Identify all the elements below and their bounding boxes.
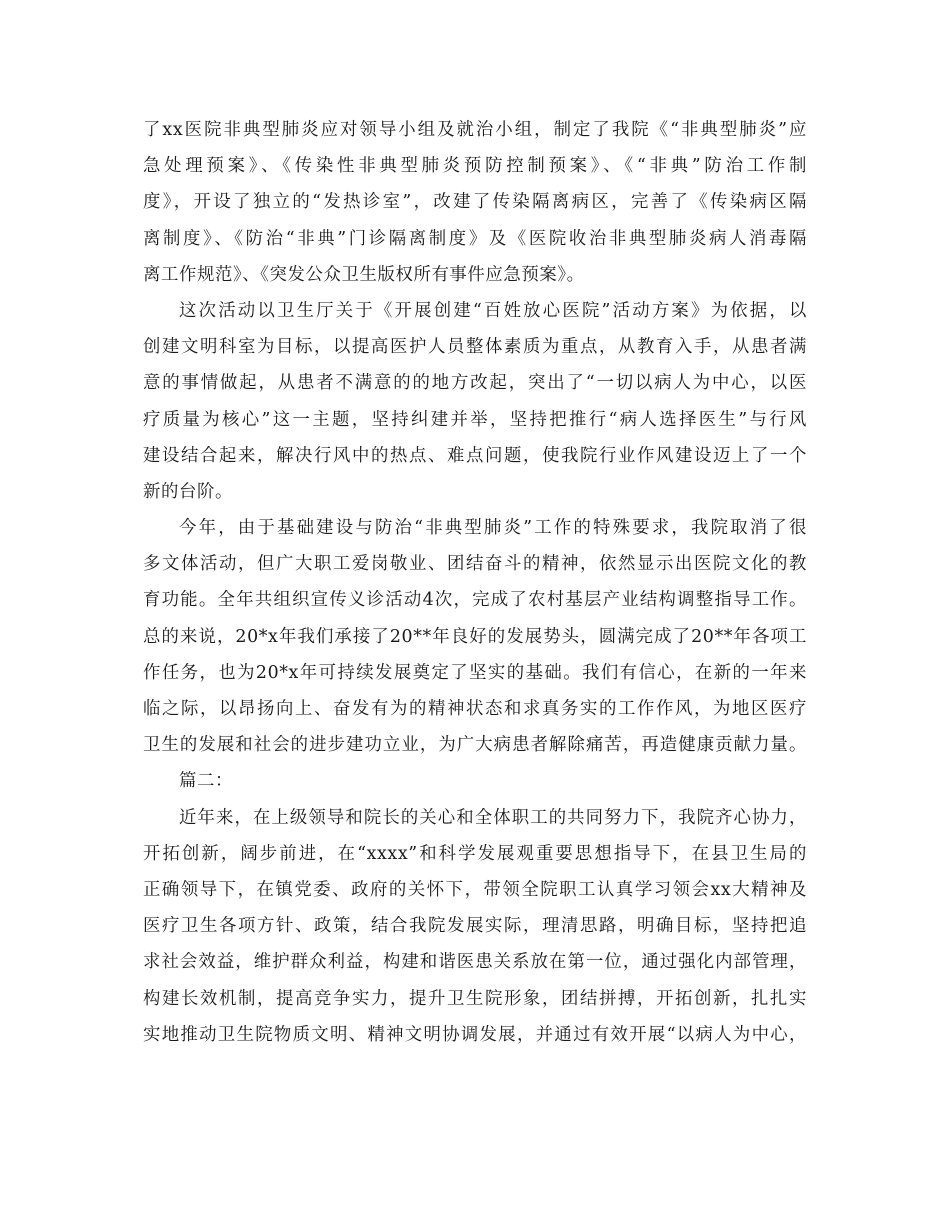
text-line: 构建长效机制，提高竞争实力，提升卫生院形象，团结拼搏，开拓创新，扎扎实 xyxy=(143,988,807,1009)
text-line: 了xx医院非典型肺炎应对领导小组及就治小组，制定了我院《“非典型肺炎”应 xyxy=(143,120,807,140)
text-line: 实地推动卫生院物质文明、精神文明协调发展，并通过有效开展“以病人为中心， xyxy=(143,1024,807,1045)
text-line: 创建文明科室为目标，以提高医护人员整体素质为重点，从教育入手，从患者满 xyxy=(143,337,807,358)
text-line: 意的事情做起，从患者不满意的的地方改起，突出了“一切以病人为中心，以医 xyxy=(143,373,807,394)
paragraph xyxy=(143,293,807,510)
text-line: 育功能。全年共组织宣传义诊活动4次，完成了农村基层产业结构调整指导工作。 xyxy=(143,590,807,611)
paragraph xyxy=(143,800,807,1053)
text-line: 卫生的发展和社会的进步建功立业，为广大病患者解除痛苦，再造健康贡献力量。 xyxy=(143,735,807,756)
text-line: 临之际，以昂扬向上、奋发有为的精神状态和求真务实的工作作风，为地区医疗 xyxy=(143,699,807,719)
text-line: 篇二： xyxy=(179,771,233,792)
text-line: 开拓创新，阔步前进，在“xxxx”和科学发展观重要思想指导下，在县卫生局的 xyxy=(143,843,807,864)
text-line: 求社会效益，维护群众利益，构建和谐医患关系放在第一位，通过强化内部管理， xyxy=(143,952,807,973)
text-line: 新的台阶。 xyxy=(143,481,233,502)
text-line: 度》，开设了独立的“发热诊室”，改建了传染隔离病区，完善了《传染病区隔 xyxy=(143,192,807,213)
text-line: 急处理预案》、《传染性非典型肺炎预防控制预案》、《“非典”防治工作制 xyxy=(143,156,807,177)
text-line: 离制度》、《防治“非典”门诊隔离制度》及《医院收治非典型肺炎病人消毒隔 xyxy=(143,228,807,249)
text-line: 建设结合起来，解决行风中的热点、难点问题，使我院行业作风建设迈上了一个 xyxy=(143,445,807,466)
text-line: 正确领导下，在镇党委、政府的关怀下，带领全院职工认真学习领会xx大精神及 xyxy=(143,879,807,900)
paragraph xyxy=(143,510,807,763)
text-line: 多文体活动，但广大职工爱岗敬业、团结奋斗的精神，依然显示出医院文化的教 xyxy=(143,554,807,575)
document-body xyxy=(143,112,807,1053)
text-line: 作任务，也为20*x年可持续发展奠定了坚实的基础。我们有信心，在新的一年来 xyxy=(143,662,807,683)
text-line: 总的来说，20*x年我们承接了20**年良好的发展势头，圆满完成了20**年各项工 xyxy=(143,626,807,647)
paragraph xyxy=(143,112,807,293)
paragraph xyxy=(143,763,807,799)
text-line: 疗质量为核心”这一主题，坚持纠建并举，坚持把推行“病人选择医生”与行风 xyxy=(143,409,807,430)
text-line: 今年，由于基础建设与防治“非典型肺炎”工作的特殊要求，我院取消了很 xyxy=(179,518,807,539)
text-line: 医疗卫生各项方针、政策，结合我院发展实际，理清思路，明确目标，坚持把追 xyxy=(143,916,807,937)
text-line: 近年来，在上级领导和院长的关心和全体职工的共同努力下，我院齐心协力， xyxy=(179,807,807,828)
text-line: 离工作规范》、《突发公众卫生版权所有事件应急预案》。 xyxy=(143,264,585,285)
text-line: 这次活动以卫生厅关于《开展创建“百姓放心医院”活动方案》为依据，以 xyxy=(179,300,807,321)
